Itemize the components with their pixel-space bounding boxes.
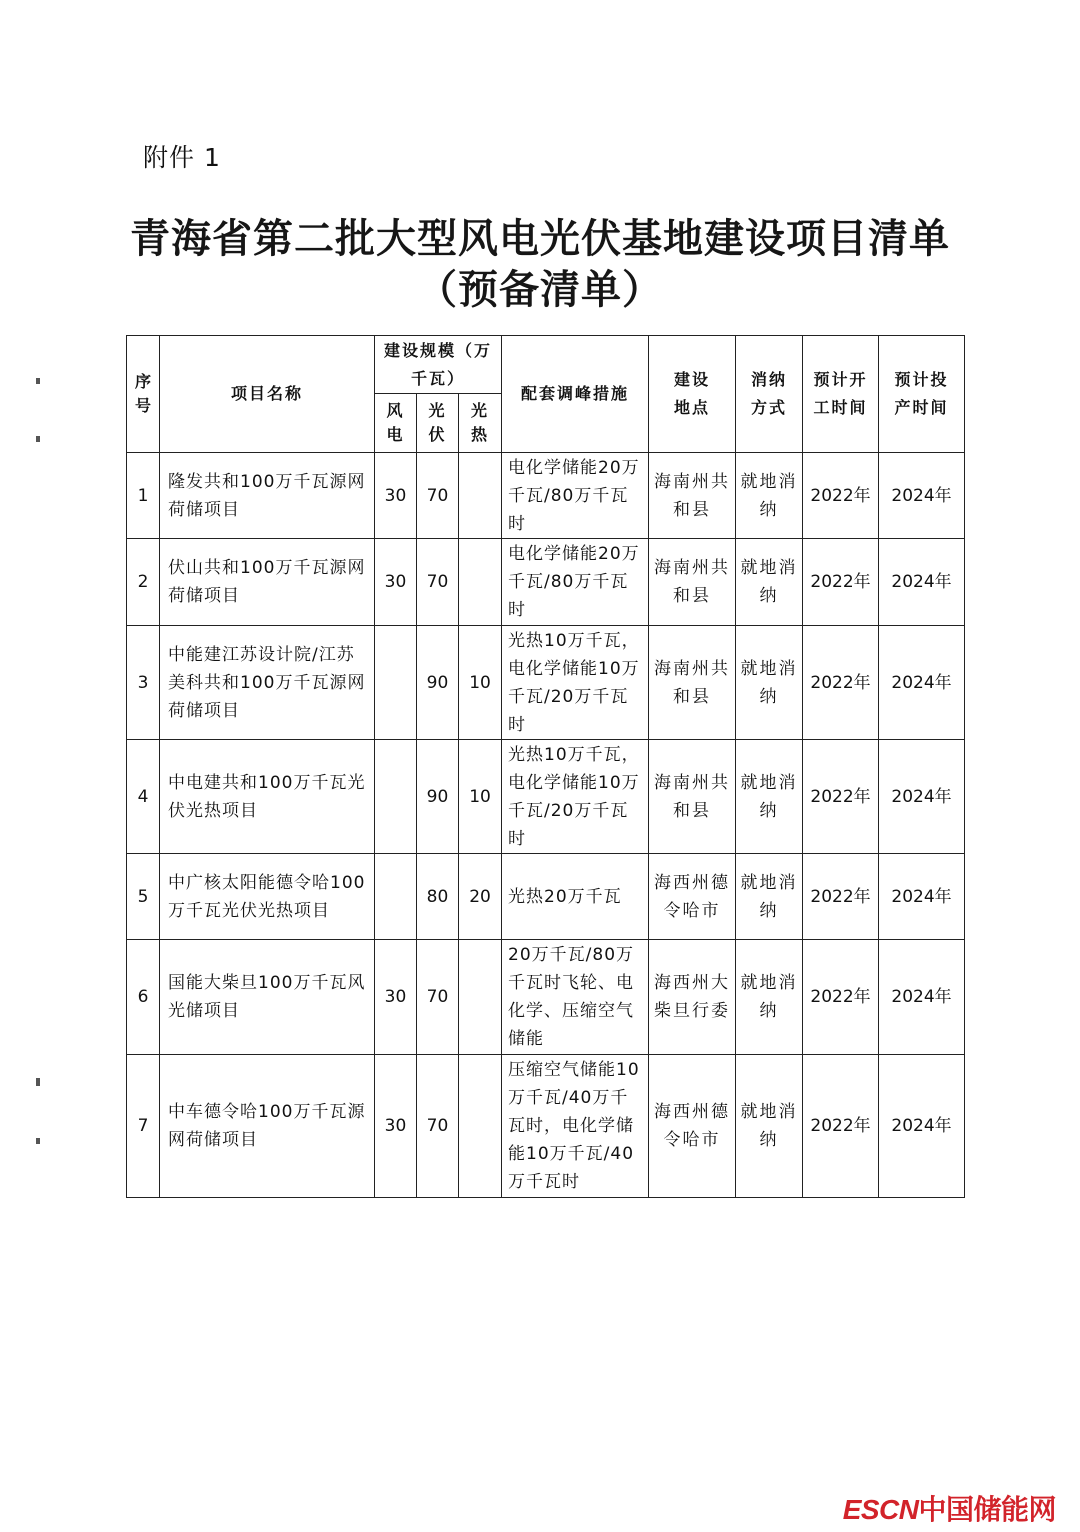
cell-location: 海西州德令哈市 xyxy=(649,1055,736,1198)
cell-production-time: 2024年 xyxy=(879,940,965,1055)
table-row xyxy=(127,453,965,539)
header-start: 预计开工时间 xyxy=(803,336,879,453)
cell-measures: 电化学储能20万千瓦/80万千瓦时 xyxy=(502,539,649,626)
cell-thermal xyxy=(459,1055,502,1198)
cell-wind xyxy=(375,740,417,854)
cell-wind xyxy=(375,854,417,940)
cell-pv: 80 xyxy=(417,854,459,940)
project-table xyxy=(126,335,965,1198)
attachment-label: 附件 1 xyxy=(143,143,221,172)
cell-project-name: 中车德令哈100万千瓦源网荷储项目 xyxy=(160,1055,375,1198)
header-location: 建设地点 xyxy=(649,336,736,453)
header-name: 项目名称 xyxy=(160,336,375,453)
table-row xyxy=(127,626,965,740)
cell-pv: 70 xyxy=(417,940,459,1055)
header-thermal: 光热 xyxy=(459,394,502,453)
table-row xyxy=(127,740,965,854)
cell-thermal xyxy=(459,539,502,626)
cell-index: 3 xyxy=(127,626,160,740)
cell-production-time: 2024年 xyxy=(879,740,965,854)
cell-production-time: 2024年 xyxy=(879,1055,965,1198)
cell-thermal xyxy=(459,940,502,1055)
cell-start-time: 2022年 xyxy=(803,453,879,539)
scan-mark xyxy=(36,1078,40,1086)
cell-location: 海西州德令哈市 xyxy=(649,854,736,940)
cell-pv: 90 xyxy=(417,626,459,740)
header-scale: 建设规模（万千瓦） xyxy=(375,336,502,394)
cell-start-time: 2022年 xyxy=(803,940,879,1055)
cell-consumption: 就地消纳 xyxy=(736,940,803,1055)
page-subtitle: （预备清单） xyxy=(417,266,663,313)
scan-mark xyxy=(36,436,40,442)
cell-consumption: 就地消纳 xyxy=(736,1055,803,1198)
cell-project-name: 中广核太阳能德令哈100万千瓦光伏光热项目 xyxy=(160,854,375,940)
page-title: 青海省第二批大型风电光伏基地建设项目清单 xyxy=(130,215,950,262)
cell-thermal: 10 xyxy=(459,626,502,740)
cell-index: 2 xyxy=(127,539,160,626)
cell-production-time: 2024年 xyxy=(879,539,965,626)
cell-location: 海西州大柴旦行委 xyxy=(649,940,736,1055)
cell-measures: 电化学储能20万千瓦/80万千瓦时 xyxy=(502,453,649,539)
cell-index: 7 xyxy=(127,1055,160,1198)
table-row xyxy=(127,1055,965,1198)
cell-thermal: 20 xyxy=(459,854,502,940)
watermark-logo xyxy=(843,1488,1056,1528)
cell-start-time: 2022年 xyxy=(803,539,879,626)
cell-consumption: 就地消纳 xyxy=(736,539,803,626)
cell-pv: 70 xyxy=(417,1055,459,1198)
cell-start-time: 2022年 xyxy=(803,626,879,740)
cell-wind: 30 xyxy=(375,940,417,1055)
cell-project-name: 中电建共和100万千瓦光伏光热项目 xyxy=(160,740,375,854)
cell-project-name: 伏山共和100万千瓦源网荷储项目 xyxy=(160,539,375,626)
cell-wind: 30 xyxy=(375,539,417,626)
cell-wind xyxy=(375,626,417,740)
cell-thermal xyxy=(459,453,502,539)
cell-location: 海南州共和县 xyxy=(649,453,736,539)
header-consumption: 消纳方式 xyxy=(736,336,803,453)
cell-thermal: 10 xyxy=(459,740,502,854)
cell-index: 6 xyxy=(127,940,160,1055)
cell-location: 海南州共和县 xyxy=(649,626,736,740)
header-production: 预计投产时间 xyxy=(879,336,965,453)
header-wind: 风电 xyxy=(375,394,417,453)
cell-index: 4 xyxy=(127,740,160,854)
cell-pv: 90 xyxy=(417,740,459,854)
cell-measures: 压缩空气储能10万千瓦/40万千瓦时，电化学储能10万千瓦/40万千瓦时 xyxy=(502,1055,649,1198)
cell-wind: 30 xyxy=(375,453,417,539)
cell-location: 海南州共和县 xyxy=(649,740,736,854)
watermark-text: 中国储能网 xyxy=(918,1494,1056,1525)
table-row xyxy=(127,854,965,940)
cell-wind: 30 xyxy=(375,1055,417,1198)
header-index: 序号 xyxy=(127,336,160,453)
cell-location: 海南州共和县 xyxy=(649,539,736,626)
watermark-latin: ESCN xyxy=(842,1494,919,1525)
cell-start-time: 2022年 xyxy=(803,740,879,854)
cell-production-time: 2024年 xyxy=(879,626,965,740)
header-pv: 光伏 xyxy=(417,394,459,453)
table-row xyxy=(127,940,965,1055)
cell-consumption: 就地消纳 xyxy=(736,453,803,539)
scan-mark xyxy=(36,378,40,384)
cell-start-time: 2022年 xyxy=(803,1055,879,1198)
cell-production-time: 2024年 xyxy=(879,854,965,940)
cell-measures: 光热10万千瓦，电化学储能10万千瓦/20万千瓦时 xyxy=(502,740,649,854)
cell-project-name: 中能建江苏设计院/江苏美科共和100万千瓦源网荷储项目 xyxy=(160,626,375,740)
cell-consumption: 就地消纳 xyxy=(736,626,803,740)
cell-pv: 70 xyxy=(417,453,459,539)
cell-pv: 70 xyxy=(417,539,459,626)
cell-measures: 光热10万千瓦，电化学储能10万千瓦/20万千瓦时 xyxy=(502,626,649,740)
cell-project-name: 国能大柴旦100万千瓦风光储项目 xyxy=(160,940,375,1055)
cell-index: 5 xyxy=(127,854,160,940)
scan-mark xyxy=(36,1138,40,1144)
cell-consumption: 就地消纳 xyxy=(736,740,803,854)
table-row xyxy=(127,539,965,626)
header-measures: 配套调峰措施 xyxy=(502,336,649,453)
cell-project-name: 隆发共和100万千瓦源网荷储项目 xyxy=(160,453,375,539)
cell-index: 1 xyxy=(127,453,160,539)
cell-measures: 20万千瓦/80万千瓦时飞轮、电化学、压缩空气储能 xyxy=(502,940,649,1055)
cell-measures: 光热20万千瓦 xyxy=(502,854,649,940)
cell-start-time: 2022年 xyxy=(803,854,879,940)
cell-consumption: 就地消纳 xyxy=(736,854,803,940)
cell-production-time: 2024年 xyxy=(879,453,965,539)
